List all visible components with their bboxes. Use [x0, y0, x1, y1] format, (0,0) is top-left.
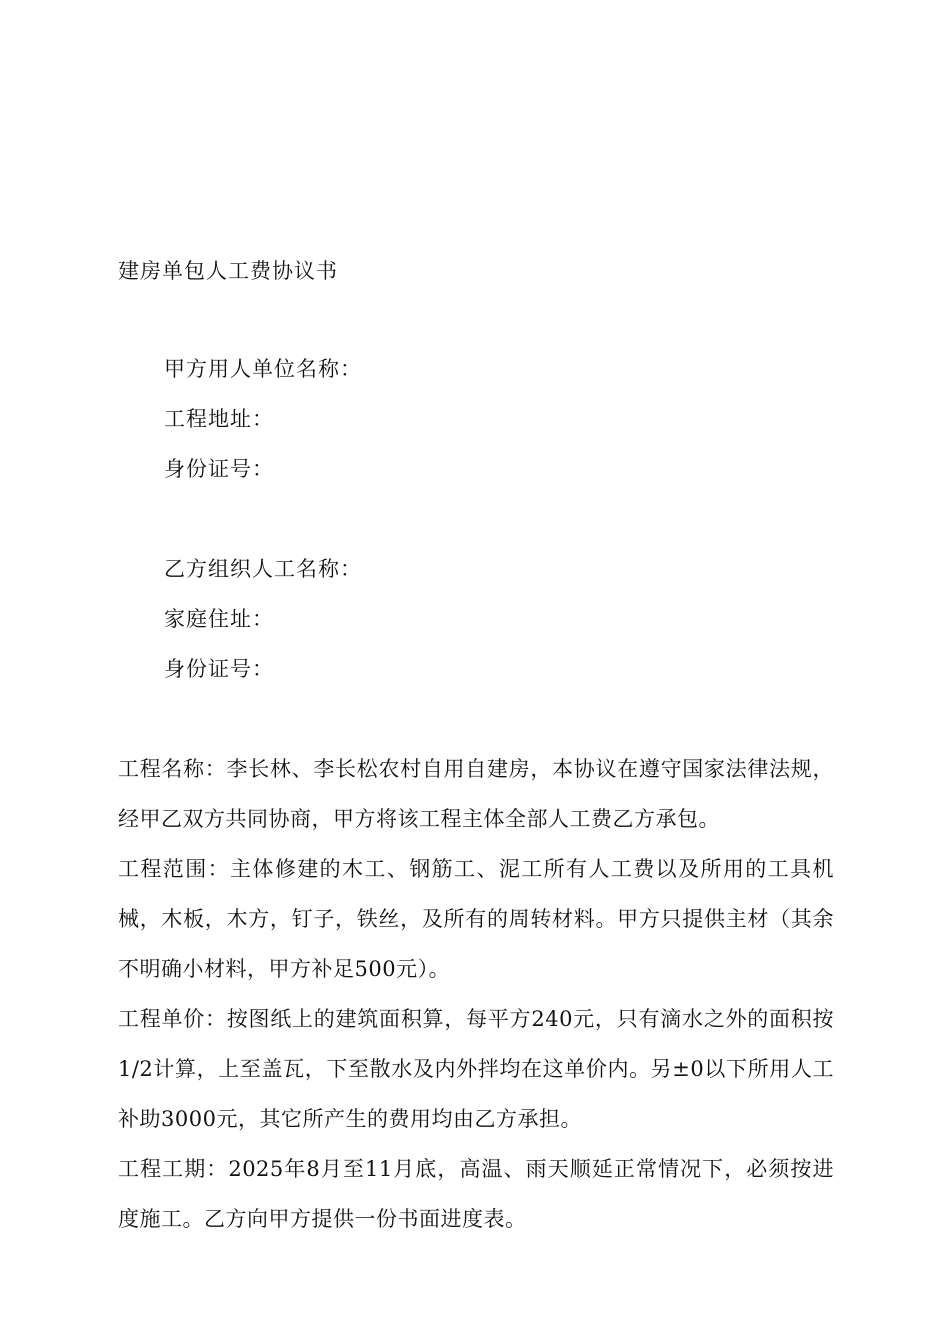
document-title: 建房单包人工费协议书	[118, 259, 338, 283]
clause-unit-price: 工程单价：按图纸上的建筑面积算，每平方240元，只有滴水之外的面积按1/2计算，上至盖瓦，下至散水及内外拌均在这单价内。另±0以下所用人工补助3000元，其它所产生的费用均由乙方承担。	[118, 1007, 834, 1131]
clause-schedule: 工程工期：2025年8月至11月底，高温、雨天顺延正常情况下，必须按进度施工。乙方向甲方提供一份书面进度表。	[118, 1157, 834, 1231]
party-b-organizer-name-label: 乙方组织人工名称：	[164, 557, 362, 581]
party-b-home-address-label: 家庭住址：	[164, 607, 274, 631]
party-b-section	[164, 544, 764, 694]
agreement-clauses	[118, 744, 834, 1244]
party-a-project-address-label: 工程地址：	[164, 407, 274, 431]
party-a-employer-name-label: 甲方用人单位名称：	[164, 357, 362, 381]
clause-project-scope: 工程范围：主体修建的木工、钢筋工、泥工所有人工费以及所用的工具机械，木板，木方，钉子，铁丝，及所有的周转材料。甲方只提供主材（其余不明确小材料，甲方补足500元）。	[118, 857, 834, 981]
clause-project-name: 工程名称：李长林、李长松农村自用自建房，本协议在遵守国家法律法规，经甲乙双方共同协商，甲方将该工程主体全部人工费乙方承包。	[118, 757, 834, 831]
party-a-id-number-label: 身份证号：	[164, 457, 274, 481]
party-b-id-number-label: 身份证号：	[164, 657, 274, 681]
party-a-section	[164, 344, 764, 494]
